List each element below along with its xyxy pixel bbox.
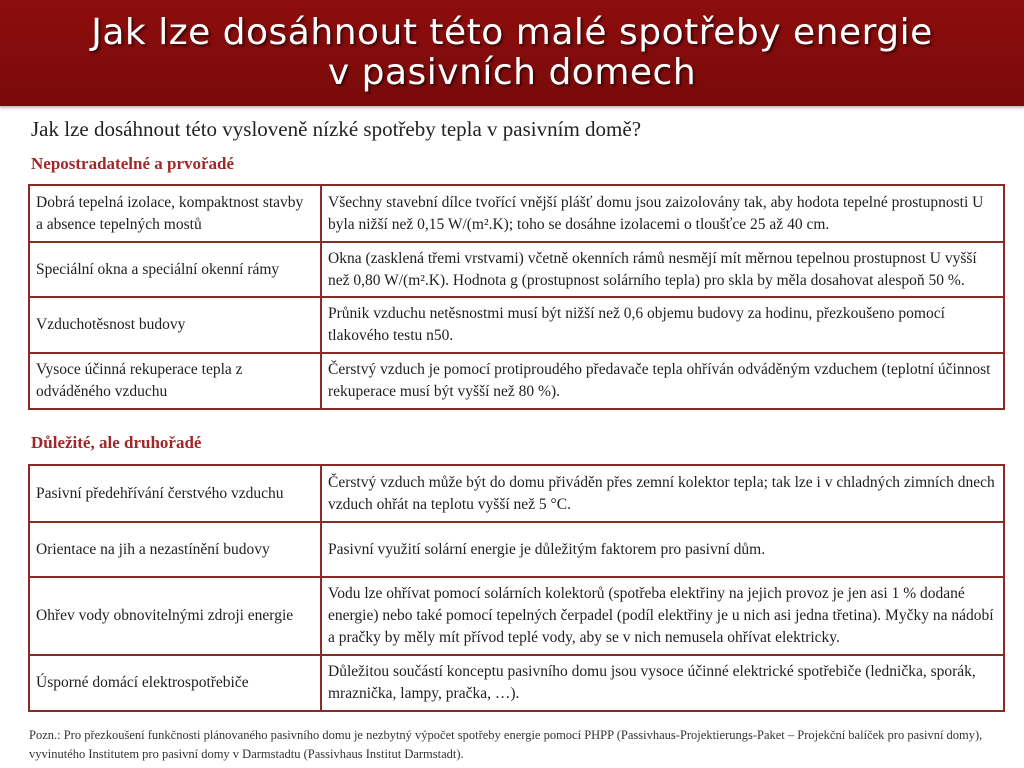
row-label: Vysoce účinná rekuperace tepla z odváděného vzduchu	[29, 353, 321, 409]
row-label: Pasivní předehřívání čerstvého vzduchu	[29, 465, 321, 522]
row-description: Vodu lze ohřívat pomocí solárních kolektorů (spotřeba elektřiny na jejich provoz je jen asi 1 % dodané energie) nebo také pomocí tepelných čerpadel (podíl elektřiny je u nich asi jedna třetina). Myčky na nádobí a pračky by měly mít přívod teplé vody, aby se v nich nemusela ohřívat elektricky.	[321, 577, 1004, 655]
table-row	[29, 353, 1004, 409]
row-description: Průnik vzduchu netěsnostmi musí být nižší než 0,6 objemu budovy za hodinu, přezkoušeno pomocí tlakového testu n50.	[321, 297, 1004, 353]
table-row	[29, 522, 1004, 577]
row-description: Okna (zasklená třemi vrstvami) včetně okenních rámů nesmějí mít měrnou tepelnou prostupnost U vyšší než 0,80 W/(m².K). Hodnota g (prostupnost solárního tepla) pro skla by měla dosahovat alespoň 50 %.	[321, 242, 1004, 297]
row-label: Dobrá tepelná izolace, kompaktnost stavby a absence tepelných mostů	[29, 185, 321, 242]
table-row	[29, 297, 1004, 353]
question-heading: Jak lze dosáhnout této vysloveně nízké spotřeby tepla v pasivním domě?	[31, 117, 642, 141]
table-row	[29, 465, 1004, 522]
row-description: Důležitou součástí konceptu pasivního domu jsou vysoce účinné elektrické spotřebiče (lednička, sporák, mraznička, lampy, pračka, …).	[321, 655, 1004, 711]
table-row	[29, 655, 1004, 711]
row-description: Pasivní využití solární energie je důležitým faktorem pro pasivní dům.	[321, 522, 1004, 577]
section-heading-secondary: Důležité, ale druhořadé	[31, 433, 202, 452]
row-label: Vzduchotěsnost budovy	[29, 297, 321, 353]
row-label: Úsporné domácí elektrospotřebiče	[29, 655, 321, 711]
row-description: Čerstvý vzduch je pomocí protiproudého předavače tepla ohříván odváděným vzduchem (teplotní účinnost rekuperace musí být vyšší než 80 %).	[321, 353, 1004, 409]
row-description: Čerstvý vzduch může být do domu přiváděn přes zemní kolektor tepla; tak lze i v chladných zimních dnech vzduch ohřát na teplotu vyšší než 5 °C.	[321, 465, 1004, 522]
table-row	[29, 242, 1004, 297]
primary-requirements-table	[28, 184, 1005, 410]
row-description: Všechny stavební dílce tvořící vnější plášť domu jsou zaizolovány tak, aby hodota tepelné prostupnosti U byla nižší než 0,15 W/(m².K); toho se dosáhne izolacemi o tloušťce 25 až 40 cm.	[321, 185, 1004, 242]
section-heading-primary: Nepostradatelné a prvořadé	[31, 154, 235, 173]
title-bar	[0, 0, 1024, 106]
row-label: Ohřev vody obnovitelnými zdroji energie	[29, 577, 321, 655]
footnote: Pozn.: Pro přezkoušení funkčnosti plánovaného pasivního domu je nezbytný výpočet spotřeby energie pomocí PHPP (Passivhaus-Projektierungs-Paket – Projekční balíček pro pasivní domy), vyvinutého Institutem pro pasivní domy v Darmstadtu (Passivhaus Institut Darmstadt).	[29, 728, 983, 761]
slide-title-line-2: v pasivních domech	[327, 52, 697, 93]
row-label: Orientace na jih a nezastínění budovy	[29, 522, 321, 577]
table-row	[29, 577, 1004, 655]
table-row	[29, 185, 1004, 242]
slide-title-line-1: Jak lze dosáhnout této malé spotřeby energie	[91, 12, 933, 53]
secondary-requirements-table	[28, 464, 1005, 712]
row-label: Speciální okna a speciální okenní rámy	[29, 242, 321, 297]
